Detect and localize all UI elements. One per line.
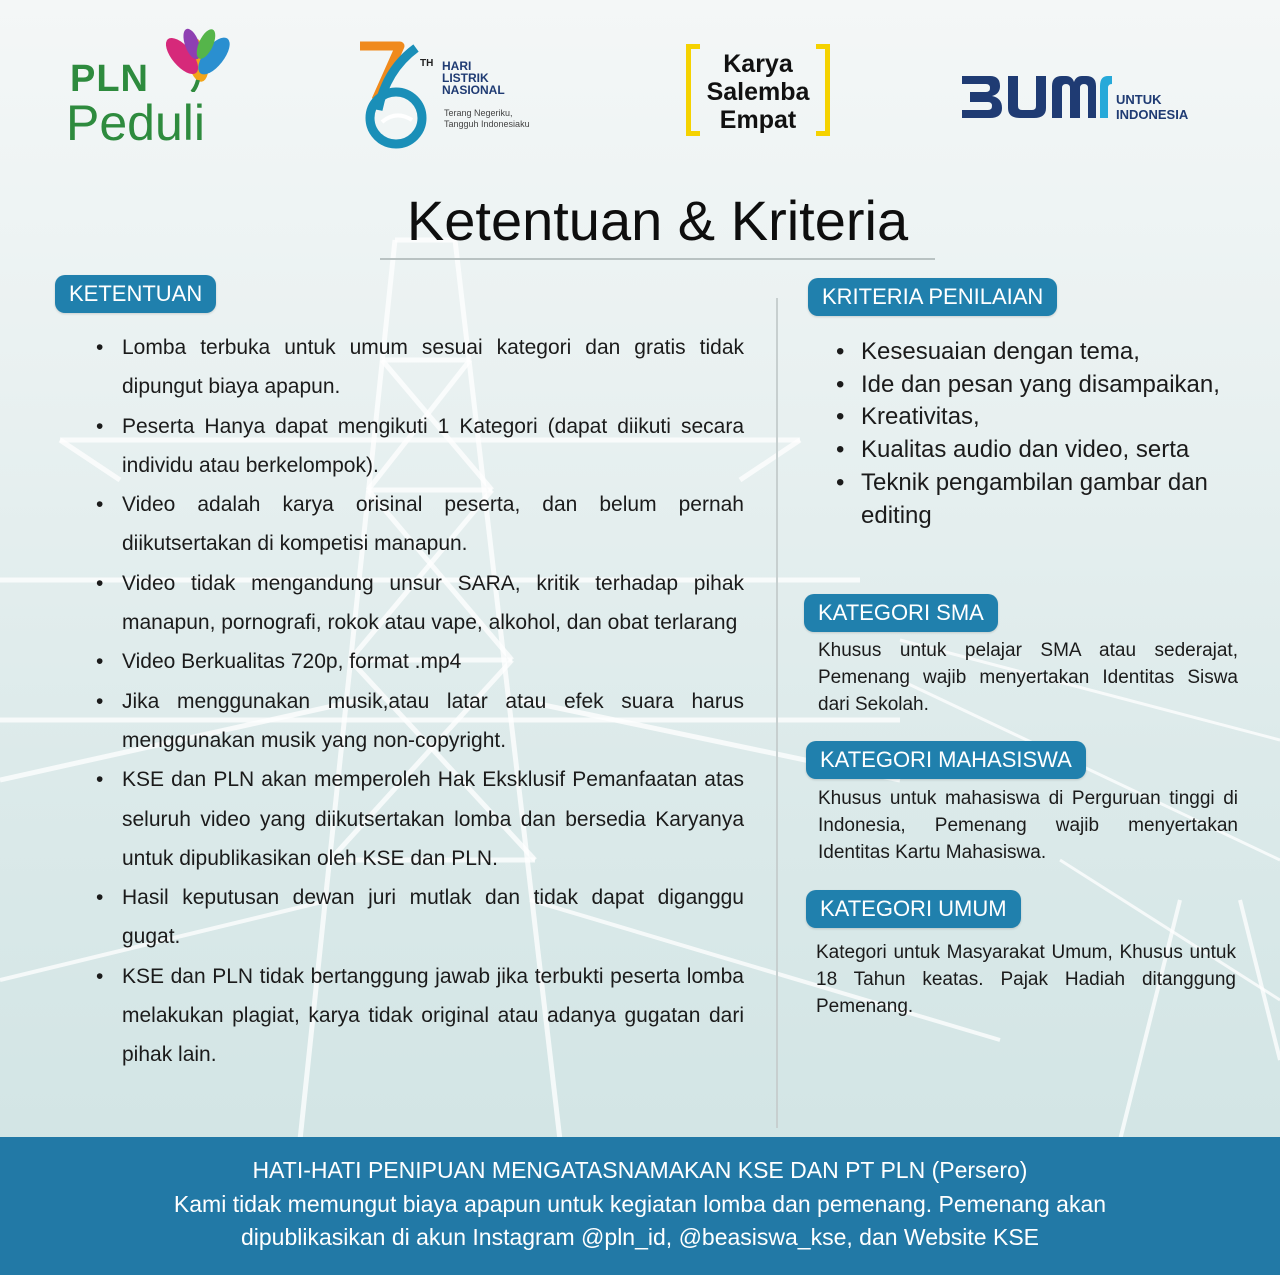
pln-peduli-logo: [66, 22, 236, 151]
footer-warning: HATI-HATI PENIPUAN MENGATASNAMAKAN KSE DAN PT PLN (Persero): [252, 1157, 1028, 1183]
list-item: • Kreativitas,: [834, 401, 1254, 434]
list-item: • KSE dan PLN tidak bertanggung jawab jika terbukti peserta lomba melakukan plagiat, karya tidak original atau adanya gugatan dari pihak lain.: [94, 957, 744, 1075]
list-item: • Kualitas audio dan video, serta: [834, 434, 1254, 467]
hari-listrik-nasional-logo: [356, 40, 556, 150]
bumn-untuk-indonesia-logo: [962, 72, 1212, 128]
kse-left-bracket: [686, 44, 700, 136]
kategori-umum-heading: KATEGORI UMUM: [806, 890, 1021, 928]
list-item: • Video Berkualitas 720p, format .mp4: [94, 642, 744, 681]
list-item: • Kesesuaian dengan tema,: [834, 336, 1254, 369]
list-item: • Hasil keputusan dewan juri mutlak dan tidak dapat diganggu gugat.: [94, 878, 744, 957]
kse-right-bracket: [816, 44, 830, 136]
hln-tagline: Terang Negeriku, Tangguh Indonesiaku: [444, 108, 530, 129]
list-item: • Video adalah karya orisinal peserta, dan belum pernah diikutsertakan di kompetisi manapun.: [94, 485, 744, 564]
karya-salemba-empat-logo: [686, 44, 830, 136]
kriteria-heading: KRITERIA PENILAIAN: [808, 278, 1057, 316]
list-item: • Teknik pengambilan gambar dan editing: [834, 467, 1254, 532]
hln-76-emblem: [356, 40, 436, 150]
bumn-wordmark: [962, 72, 1112, 122]
kategori-umum-text: Kategori untuk Masyarakat Umum, Khusus untuk 18 Tahun keatas. Pajak Hadiah ditanggung Pemenang.: [816, 942, 1236, 1017]
page-title: Ketentuan & Kriteria: [406, 189, 909, 252]
list-item: • Video tidak mengandung unsur SARA, kritik terhadap pihak manapun, pornografi, rokok atau vape, alkohol, dan obat terlarang: [94, 564, 744, 643]
hln-title: HARI LISTRIK NASIONAL: [442, 59, 505, 97]
ketentuan-list: [94, 328, 744, 1075]
list-item: • Peserta Hanya dapat mengikuti 1 Kategori (dapat diikuti secara individu atau berkelompok).: [94, 407, 744, 486]
list-item: • KSE dan PLN akan memperoleh Hak Eksklusif Pemanfaatan atas seluruh video yang diikutsertakan lomba dan bersedia Karyanya untuk dipublikasikan oleh KSE dan PLN.: [94, 760, 744, 878]
kriteria-list: [834, 336, 1254, 532]
kategori-sma-heading: KATEGORI SMA: [804, 594, 998, 632]
kategori-sma-text: Khusus untuk pelajar SMA atau sederajat, Pemenang wajib menyertakan Identitas Siswa dari Sekolah.: [818, 640, 1238, 715]
list-item: • Ide dan pesan yang disampaikan,: [834, 369, 1254, 402]
footer-banner: [0, 1137, 1280, 1275]
pln-logo-text: PLN: [70, 58, 149, 100]
column-divider: [776, 298, 778, 1128]
kategori-mahasiswa-text: Khusus untuk mahasiswa di Perguruan tinggi di Indonesia, Pemenang wajib menyertakan Identitas Kartu Mahasiswa.: [818, 788, 1238, 863]
kse-logo-text: Karya Salemba Empat: [706, 50, 810, 134]
ketentuan-heading: KETENTUAN: [55, 275, 216, 313]
list-item: • Lomba terbuka untuk umum sesuai kategori dan gratis tidak dipungut biaya apapun.: [94, 328, 744, 407]
footer-note: Kami tidak memungut biaya apapun untuk kegiatan lomba dan pemenang. Pemenang akan dipublikasikan di akun Instagram @pln_id, @beasiswa_kse, dan Website KSE: [173, 1191, 1107, 1250]
hln-th-label: TH: [420, 58, 434, 69]
kategori-mahasiswa-heading: KATEGORI MAHASISWA: [806, 741, 1086, 779]
title-divider: [380, 258, 935, 260]
flower-icon: [152, 22, 232, 92]
peduli-logo-text: Peduli: [66, 95, 205, 151]
bumn-subtitle: UNTUK INDONESIA: [1116, 92, 1189, 122]
list-item: • Jika menggunakan musik,atau latar atau efek suara harus menggunakan musik yang non-copyright.: [94, 682, 744, 761]
